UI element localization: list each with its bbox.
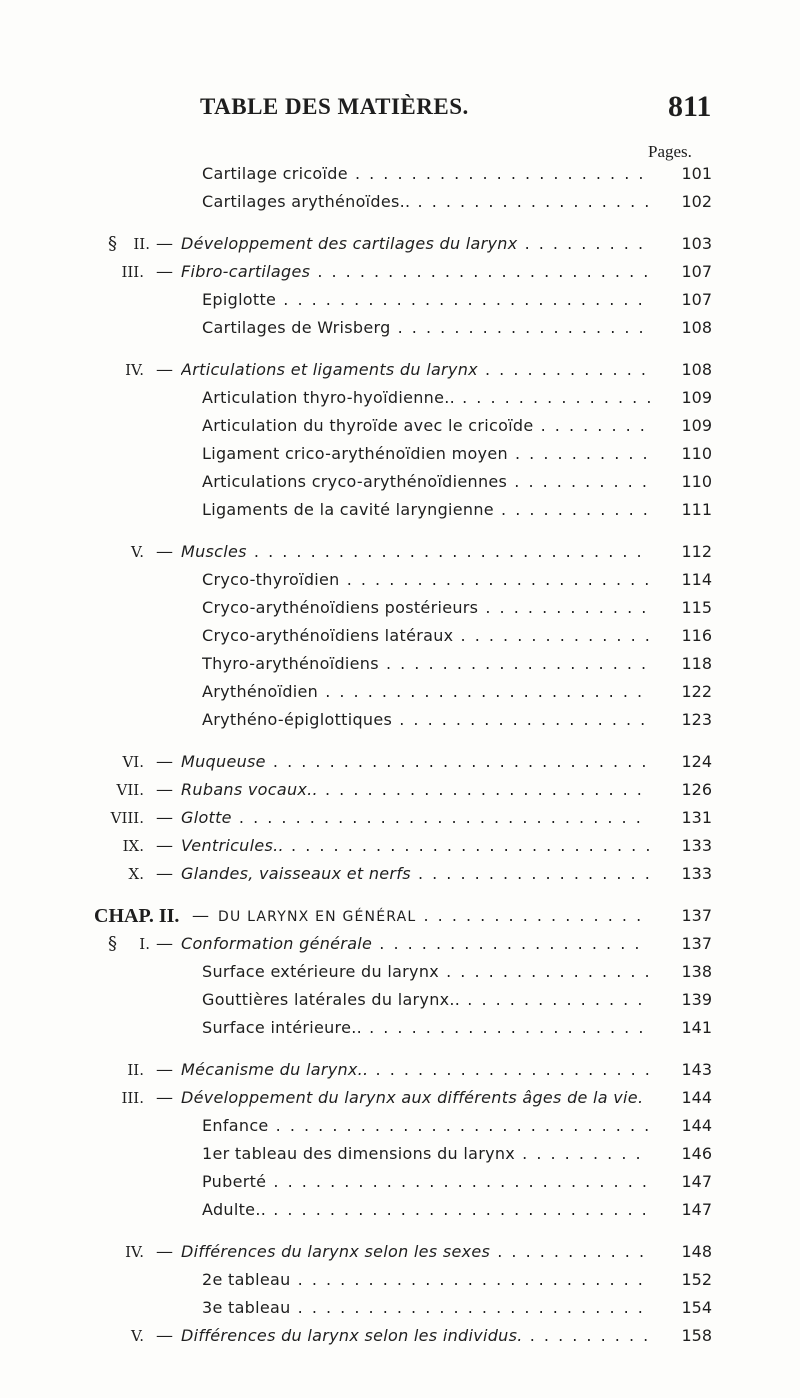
em-dash: — — [156, 1060, 173, 1080]
toc-entry-title — [202, 678, 650, 706]
toc-entry — [0, 986, 800, 1014]
section-title: Articulations et ligaments du larynx — [181, 360, 478, 379]
toc-entry — [0, 678, 800, 706]
page-ref: 144 — [681, 1116, 712, 1135]
toc-entry — [0, 1014, 800, 1042]
toc-entry — [0, 804, 800, 832]
item-title: Arythéno-épiglottiques — [202, 710, 393, 729]
page-header — [0, 90, 800, 130]
section-title: Mécanisme du larynx.. — [181, 1060, 369, 1079]
section-sign: § — [108, 233, 117, 254]
toc-entry — [0, 594, 800, 622]
toc-entry — [0, 748, 800, 776]
toc-entry — [0, 1168, 800, 1196]
toc-entry-title — [202, 986, 650, 1014]
section-title: Muscles — [181, 542, 247, 561]
toc-entry — [0, 566, 800, 594]
item-title: Surface intérieure.. — [202, 1018, 362, 1037]
toc-entry-title — [202, 958, 650, 986]
toc-entry — [0, 468, 800, 496]
page-ref: 107 — [681, 290, 712, 309]
section-title: Glotte — [181, 808, 232, 827]
page-ref: 148 — [681, 1242, 712, 1261]
item-title: Cryco-thyroïdien — [202, 570, 340, 589]
item-title: Articulation du thyroïde avec le cricoïde — [202, 416, 534, 435]
page-ref: 108 — [681, 318, 712, 337]
toc-entry — [0, 258, 800, 286]
toc-entry-title — [181, 356, 650, 384]
section-number: V. — [131, 543, 144, 561]
section-number: III. — [121, 1089, 144, 1107]
item-title: Epiglotte — [202, 290, 277, 309]
page-ref: 133 — [681, 864, 712, 883]
toc-entry — [0, 412, 800, 440]
em-dash: — — [156, 836, 173, 856]
section-number: III. — [121, 263, 144, 281]
page-ref: 123 — [681, 710, 712, 729]
page-ref: 109 — [681, 388, 712, 407]
page-ref: 111 — [681, 500, 712, 519]
toc-entry-title — [181, 930, 650, 958]
section-title: Différences du larynx selon les individus. — [181, 1326, 523, 1345]
toc-entry — [0, 1140, 800, 1168]
toc-entry — [0, 650, 800, 678]
item-title: Cartilages de Wrisberg — [202, 318, 391, 337]
toc-entry-title — [202, 314, 650, 342]
toc-entry-title — [202, 188, 650, 216]
toc-entry-title — [181, 1238, 650, 1266]
em-dash: — — [156, 864, 173, 884]
page-ref: 144 — [681, 1088, 712, 1107]
item-title: Adulte.. — [202, 1200, 267, 1219]
toc-entry — [0, 1112, 800, 1140]
page-ref: 126 — [681, 780, 712, 799]
toc-entry — [0, 1238, 800, 1266]
toc-entry-title — [218, 902, 650, 931]
toc-entry — [0, 1322, 800, 1350]
toc-entry-title — [181, 1084, 650, 1112]
toc-entry — [0, 314, 800, 342]
toc-entry — [0, 1084, 800, 1112]
page-ref: 107 — [681, 262, 712, 281]
toc-entry — [0, 958, 800, 986]
page-ref: 109 — [681, 416, 712, 435]
page-ref: 147 — [681, 1172, 712, 1191]
toc-entry-title — [202, 468, 650, 496]
toc-entry — [0, 160, 800, 188]
table-of-contents — [0, 160, 800, 1350]
em-dash: — — [156, 934, 173, 954]
page-ref: 152 — [681, 1270, 712, 1289]
toc-entry-title — [202, 1112, 650, 1140]
page-ref: 122 — [681, 682, 712, 701]
toc-entry-title — [181, 230, 650, 258]
section-number: IV. — [125, 1243, 144, 1261]
em-dash: — — [156, 542, 173, 562]
item-title: Enfance — [202, 1116, 269, 1135]
toc-entry — [0, 860, 800, 888]
em-dash: — — [156, 1088, 173, 1108]
em-dash: — — [156, 1242, 173, 1262]
page-ref: 115 — [681, 598, 712, 617]
page-ref: 141 — [681, 1018, 712, 1037]
em-dash: — — [156, 262, 173, 282]
chapter-label: CHAP. II. — [94, 905, 180, 927]
em-dash: — — [156, 808, 173, 828]
section-title: Muqueuse — [181, 752, 266, 771]
item-title: 2e tableau — [202, 1270, 291, 1289]
page-ref: 133 — [681, 836, 712, 855]
page-ref: 112 — [681, 542, 712, 561]
toc-entry — [0, 188, 800, 216]
toc-entry-title — [202, 496, 650, 524]
section-number: VI. — [122, 753, 144, 771]
toc-entry-title — [202, 566, 650, 594]
section-title: Développement des cartilages du larynx — [181, 234, 518, 253]
toc-entry-title — [181, 776, 650, 804]
toc-entry-title — [202, 706, 650, 734]
section-title: Différences du larynx selon les sexes — [181, 1242, 491, 1261]
toc-entry-title — [181, 1322, 650, 1350]
toc-entry-title — [202, 1168, 650, 1196]
page-ref: 116 — [681, 626, 712, 645]
page-ref: 114 — [681, 570, 712, 589]
toc-entry — [0, 622, 800, 650]
page-ref: 110 — [681, 444, 712, 463]
section-number: VII. — [116, 781, 144, 799]
toc-entry-title — [202, 1266, 650, 1294]
toc-entry-title — [181, 832, 650, 860]
toc-entry — [0, 930, 800, 958]
toc-entry-title — [181, 258, 650, 286]
page-ref: 154 — [681, 1298, 712, 1317]
toc-entry — [0, 286, 800, 314]
section-title: Fibro-cartilages — [181, 262, 311, 281]
page-ref: 137 — [681, 934, 712, 953]
toc-entry-title — [202, 1196, 650, 1224]
section-title: Conformation générale — [181, 934, 373, 953]
page-ref: 110 — [681, 472, 712, 491]
section-number: V. — [131, 1327, 144, 1345]
page-ref: 124 — [681, 752, 712, 771]
toc-entry — [0, 1196, 800, 1224]
em-dash: — — [192, 906, 209, 926]
toc-entry — [0, 902, 800, 930]
em-dash: — — [156, 360, 173, 380]
toc-entry — [0, 230, 800, 258]
item-title: Cartilages arythénoïdes.. — [202, 192, 411, 211]
item-title: Ligament crico-arythénoïdien moyen — [202, 444, 508, 463]
item-title: Surface extérieure du larynx — [202, 962, 440, 981]
toc-entry-title — [181, 748, 650, 776]
section-number: II. — [127, 1061, 144, 1079]
toc-entry-title — [181, 860, 650, 888]
page-ref: 139 — [681, 990, 712, 1009]
toc-entry — [0, 440, 800, 468]
toc-entry — [0, 538, 800, 566]
section-number: II. — [133, 235, 150, 253]
em-dash: — — [156, 780, 173, 800]
item-title: Gouttières latérales du larynx.. — [202, 990, 461, 1009]
section-title: Glandes, vaisseaux et nerfs — [181, 864, 411, 883]
toc-entry — [0, 1266, 800, 1294]
toc-entry — [0, 1056, 800, 1084]
page-ref: 118 — [681, 654, 712, 673]
toc-entry-title — [202, 622, 650, 650]
item-title: Cryco-arythénoïdiens latéraux — [202, 626, 454, 645]
toc-entry-title — [181, 1056, 650, 1084]
page-number: 811 — [668, 90, 712, 123]
chapter-title: DU LARYNX EN GÉNÉRAL — [218, 909, 417, 925]
section-title: Ventricules.. — [181, 836, 284, 855]
toc-entry — [0, 1294, 800, 1322]
toc-entry-title — [202, 160, 650, 188]
page-ref: 101 — [681, 164, 712, 183]
toc-entry-title — [202, 1014, 650, 1042]
page-ref: 102 — [681, 192, 712, 211]
item-title: 3e tableau — [202, 1298, 291, 1317]
item-title: Puberté — [202, 1172, 267, 1191]
section-title: Rubans vocaux.. — [181, 780, 318, 799]
em-dash: — — [156, 234, 173, 254]
item-title: Ligaments de la cavité laryngienne — [202, 500, 494, 519]
item-title: Articulations cryco-arythénoïdiennes — [202, 472, 508, 491]
section-title: Développement du larynx aux différents âges de la vie. — [181, 1088, 644, 1107]
toc-entry-title — [202, 384, 650, 412]
section-sign: § — [108, 933, 117, 954]
item-title: Cryco-arythénoïdiens postérieurs — [202, 598, 479, 617]
page-ref: 103 — [681, 234, 712, 253]
em-dash: — — [156, 1326, 173, 1346]
toc-entry-title — [202, 1294, 650, 1322]
item-title: Thyro-arythénoïdiens — [202, 654, 379, 673]
toc-entry-title — [202, 286, 650, 314]
toc-entry — [0, 832, 800, 860]
page-ref: 137 — [681, 906, 712, 925]
running-title: TABLE DES MATIÈRES. — [200, 94, 469, 119]
page-ref: 108 — [681, 360, 712, 379]
page-ref: 146 — [681, 1144, 712, 1163]
page-ref: 138 — [681, 962, 712, 981]
toc-entry-title — [202, 594, 650, 622]
toc-entry-title — [202, 412, 650, 440]
item-title: Cartilage cricoïde — [202, 164, 348, 183]
section-number: VIII. — [110, 809, 144, 827]
toc-entry-title — [202, 1140, 650, 1168]
section-number: IX. — [122, 837, 144, 855]
toc-entry-title — [181, 538, 650, 566]
page-ref: 158 — [681, 1326, 712, 1345]
page-ref: 147 — [681, 1200, 712, 1219]
page-ref: 143 — [681, 1060, 712, 1079]
em-dash: — — [156, 752, 173, 772]
pages-column-label: Pages. — [648, 142, 692, 161]
item-title: Articulation thyro-hyoïdienne.. — [202, 388, 456, 407]
toc-entry-title — [181, 804, 650, 832]
section-number: I. — [139, 935, 150, 953]
item-title: Arythénoïdien — [202, 682, 319, 701]
page-ref: 131 — [681, 808, 712, 827]
toc-entry — [0, 496, 800, 524]
toc-entry-title — [202, 440, 650, 468]
toc-entry — [0, 384, 800, 412]
toc-entry — [0, 356, 800, 384]
toc-entry-title — [202, 650, 650, 678]
section-number: IV. — [125, 361, 144, 379]
section-number: X. — [128, 865, 144, 883]
toc-entry — [0, 706, 800, 734]
toc-entry — [0, 776, 800, 804]
item-title: 1er tableau des dimensions du larynx — [202, 1144, 516, 1163]
